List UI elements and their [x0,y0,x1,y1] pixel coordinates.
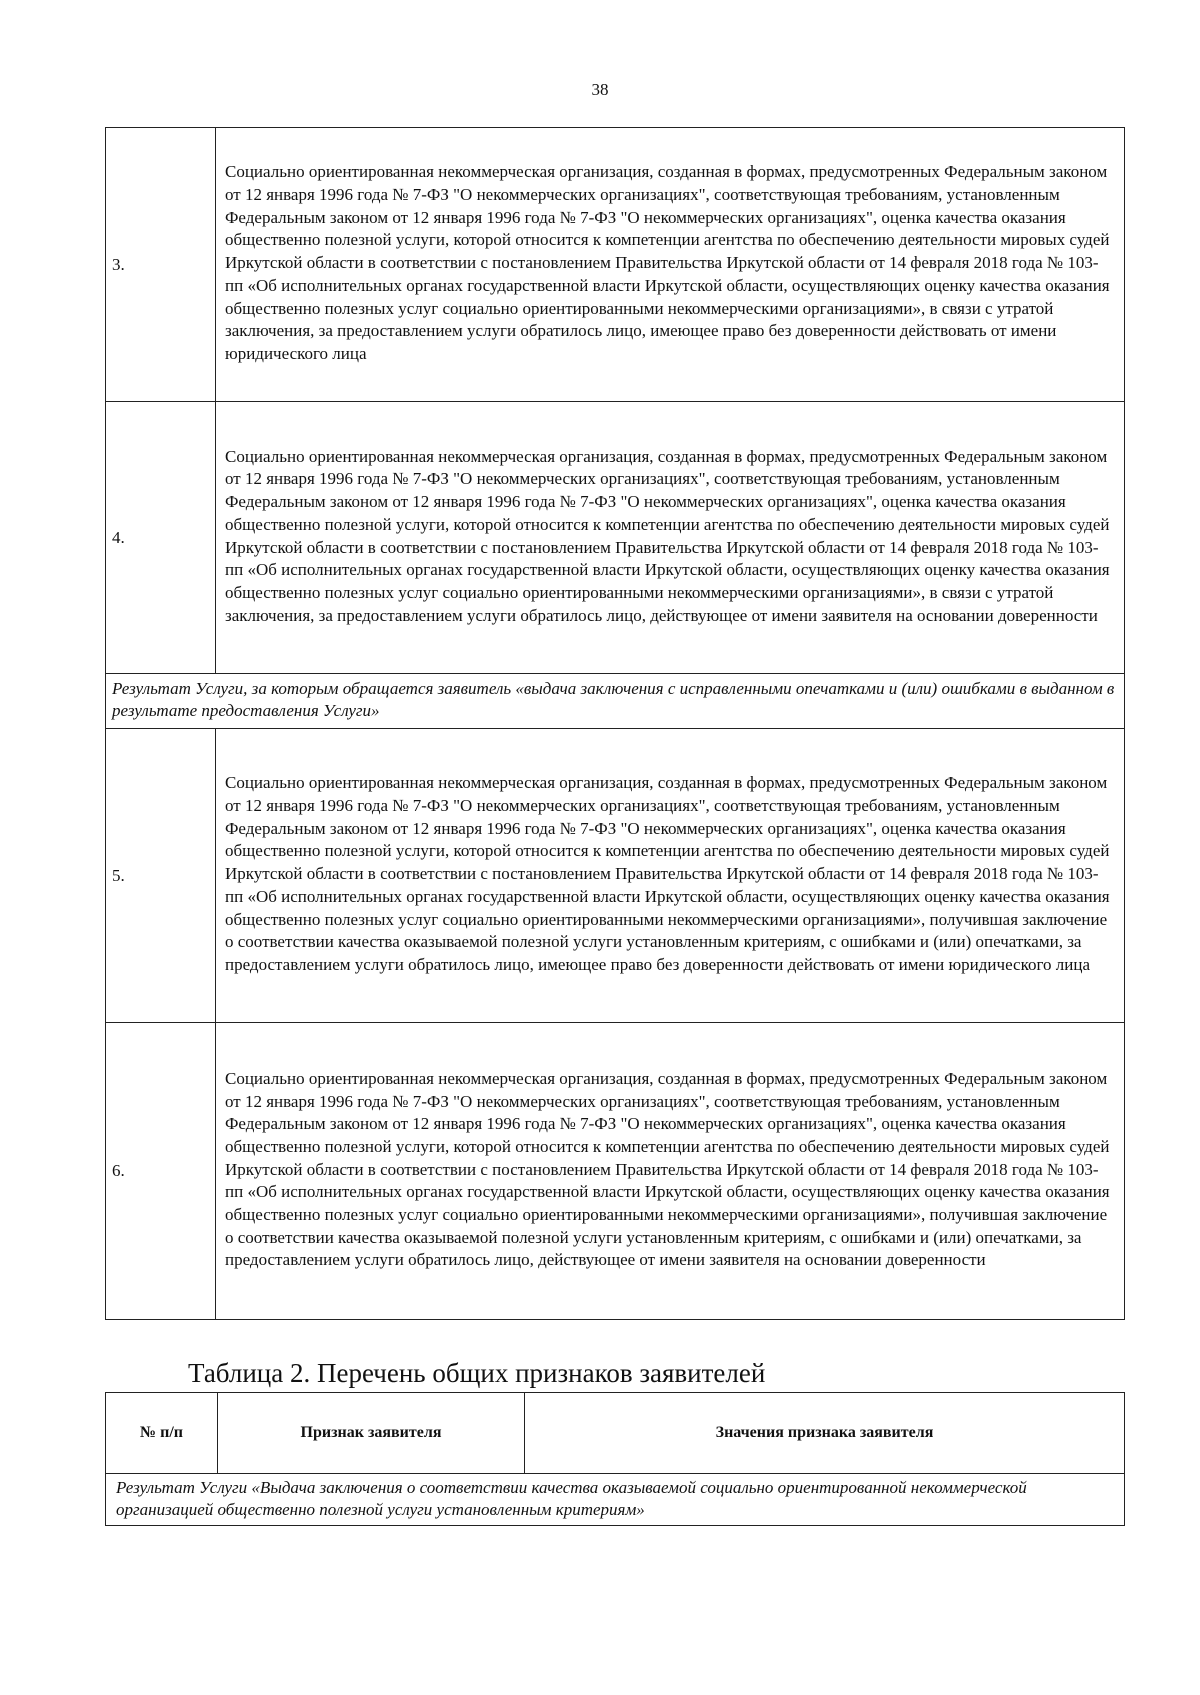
row-description: Социально ориентированная некоммерческая организация, созданная в формах, предусмотренных Федеральным законом от 12 января 1996 года № 7-ФЗ "О некоммерческих организациях", соответствующая требованиям, установленным Федеральным законом от 12 января 1996 года № 7-ФЗ "О некоммерческих организациях", оценка качества оказания общественно полезной услуги, которой относится к компетенции агентства по обеспечению деятельности мировых судей Иркутской области в соответствии с постановлением Правительства Иркутской области от 14 февраля 2018 года № 103-пп «Об исполнительных органах государственной власти Иркутской области, осуществляющих оценку качества оказания общественно полезных услуг социально ориентированными некоммерческими организациями», в связи с утратой заключения, за предоставлением услуги обратилось лицо, имеющее право без доверенности действовать от имени юридического лица [216,128,1125,402]
row-number: 3. [106,128,216,402]
applicant-variants-table [105,127,1125,1320]
table2-title: Таблица 2. Перечень общих признаков заявителей [188,1358,766,1388]
table-row [106,729,1125,1023]
header-feature-values: Значения признака заявителя [525,1393,1125,1474]
row-description: Социально ориентированная некоммерческая организация, созданная в формах, предусмотренных Федеральным законом от 12 января 1996 года № 7-ФЗ "О некоммерческих организациях", соответствующая требованиям, установленным Федеральным законом от 12 января 1996 года № 7-ФЗ "О некоммерческих организациях", оценка качества оказания общественно полезной услуги, которой относится к компетенции агентства по обеспечению деятельности мировых судей Иркутской области в соответствии с постановлением Правительства Иркутской области от 14 февраля 2018 года № 103-пп «Об исполнительных органах государственной власти Иркутской области, осуществляющих оценку качества оказания общественно полезных услуг социально ориентированными некоммерческими организациями», получившая заключение о соответствии качества оказываемой полезной услуги установленным критериям, с ошибками и (или) опечатками, за предоставлением услуги обратилось лицо, действующее от имени заявителя на основании доверенности [216,1023,1125,1320]
row-number: 4. [106,402,216,674]
header-feature: Признак заявителя [218,1393,525,1474]
result-row [106,674,1125,729]
table-header-row [106,1393,1125,1474]
row-description: Социально ориентированная некоммерческая организация, созданная в формах, предусмотренных Федеральным законом от 12 января 1996 года № 7-ФЗ "О некоммерческих организациях", соответствующая требованиям, установленным Федеральным законом от 12 января 1996 года № 7-ФЗ "О некоммерческих организациях", оценка качества оказания общественно полезной услуги, которой относится к компетенции агентства по обеспечению деятельности мировых судей Иркутской области в соответствии с постановлением Правительства Иркутской области от 14 февраля 2018 года № 103-пп «Об исполнительных органах государственной власти Иркутской области, осуществляющих оценку качества оказания общественно полезных услуг социально ориентированными некоммерческими организациями», в связи с утратой заключения, за предоставлением услуги обратилось лицо, действующее от имени заявителя на основании доверенности [216,402,1125,674]
table-row [106,128,1125,402]
applicant-features-table [105,1392,1125,1526]
result-row-text: Результат Услуги «Выдача заключения о соответствии качества оказываемой социально ориентированной некоммерческой организацией общественно полезной услуги установленным критериям» [106,1474,1125,1526]
table-row [106,402,1125,674]
row-number: 5. [106,729,216,1023]
header-number: № п/п [106,1393,218,1474]
table-row [106,1023,1125,1320]
result-row-text: Результат Услуги, за которым обращается заявитель «выдача заключения с исправленными опечатками и (или) ошибками в выданном в результате предоставления Услуги» [106,674,1125,729]
row-number: 6. [106,1023,216,1320]
page-number: 38 [591,80,609,99]
row-description: Социально ориентированная некоммерческая организация, созданная в формах, предусмотренных Федеральным законом от 12 января 1996 года № 7-ФЗ "О некоммерческих организациях", соответствующая требованиям, установленным Федеральным законом от 12 января 1996 года № 7-ФЗ "О некоммерческих организациях", оценка качества оказания общественно полезной услуги, которой относится к компетенции агентства по обеспечению деятельности мировых судей Иркутской области в соответствии с постановлением Правительства Иркутской области от 14 февраля 2018 года № 103-пп «Об исполнительных органах государственной власти Иркутской области, осуществляющих оценку качества оказания общественно полезных услуг социально ориентированными некоммерческими организациями», получившая заключение о соответствии качества оказываемой полезной услуги установленным критериям, с ошибками и (или) опечатками, за предоставлением услуги обратилось лицо, имеющее право без доверенности действовать от имени юридического лица [216,729,1125,1023]
result-row [106,1474,1125,1526]
